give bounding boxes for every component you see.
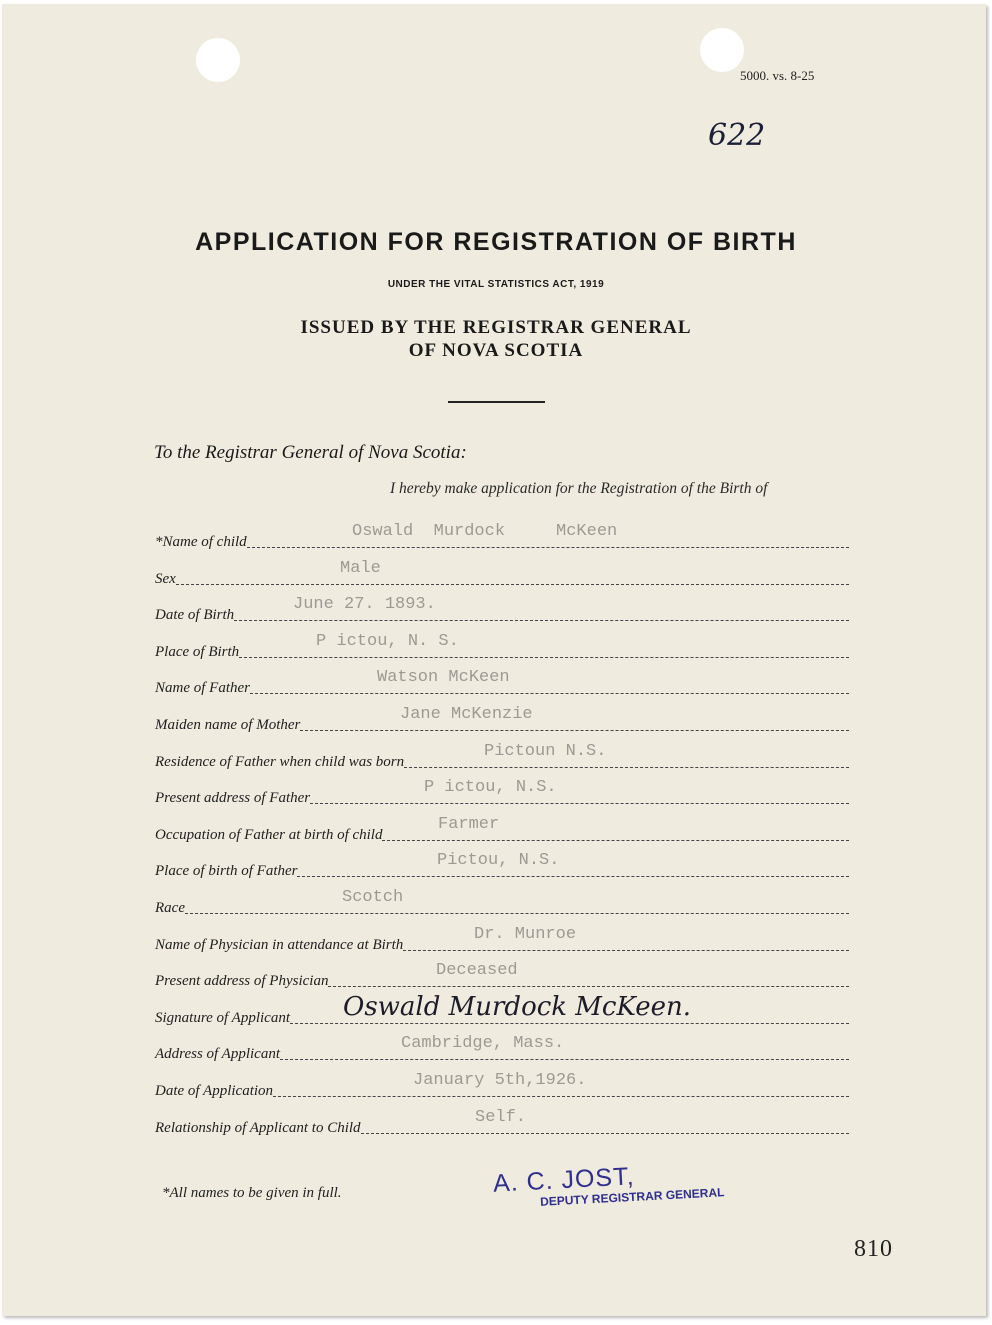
field-label: Present address of Physician [155, 973, 329, 990]
field-value: Watson McKeen [377, 668, 510, 688]
field-label: Date of Application [155, 1083, 274, 1099]
form-field-row [155, 558, 849, 587]
field-label: Relationship of Applicant to Child [155, 1119, 361, 1136]
dotted-line [176, 583, 849, 585]
dotted-line [185, 912, 849, 914]
form-field-row [155, 668, 849, 697]
issued-by [0, 316, 992, 362]
form-field-row [155, 1107, 849, 1136]
dotted-line [273, 1095, 849, 1097]
form-field-row [155, 924, 849, 953]
stamp-title: DEPUTY REGISTRAR GENERAL [539, 1185, 725, 1209]
dotted-line [290, 1022, 849, 1024]
page-number: 810 [854, 1236, 893, 1262]
field-value: Male [340, 558, 381, 578]
dotted-line [310, 802, 849, 804]
issued-line-2: OF NOVA SCOTIA [408, 340, 584, 361]
field-value: Cambridge, Mass. [401, 1034, 565, 1054]
punch-hole [196, 38, 240, 82]
intro-text: I hereby make application for the Registration of the Birth of [390, 480, 768, 497]
field-value: Oswald Murdock McKeen [352, 522, 618, 541]
salutation: To the Registrar General of Nova Scotia: [154, 442, 467, 463]
dotted-line [403, 949, 849, 951]
form-field-row [155, 888, 849, 916]
field-label: Occupation of Father at birth of child [155, 826, 383, 843]
stamp-name: A. C. JOST, [492, 1162, 636, 1198]
dotted-line [297, 875, 849, 877]
field-value: Deceased [436, 961, 518, 981]
dotted-line [300, 729, 849, 731]
subtitle: UNDER THE VITAL STATISTICS ACT, 1919 [387, 279, 605, 290]
divider [448, 401, 545, 403]
field-label: Residence of Father when child was born [155, 753, 405, 770]
punch-hole [700, 28, 744, 72]
page-title: APPLICATION FOR REGISTRATION OF BIRTH [195, 228, 797, 256]
dotted-line [361, 1132, 849, 1134]
field-value: June 27. 1893. [293, 595, 436, 615]
field-label: Date of Birth [155, 607, 235, 624]
field-value: January 5th,1926. [413, 1071, 587, 1090]
field-value: Jane McKenzie [400, 705, 533, 724]
form-number: 5000. vs. 8-25 [740, 68, 815, 83]
field-value: Pictou, N.S. [437, 851, 560, 871]
form-field-row [155, 522, 849, 550]
field-label: *Name of child [155, 534, 247, 550]
form-field-row [155, 1071, 849, 1099]
form-field-row [155, 961, 849, 990]
field-label: Place of birth of Father [155, 863, 298, 880]
form-field-row [155, 631, 849, 660]
field-value: Pictoun N.S. [484, 741, 607, 761]
field-value: Self. [475, 1107, 527, 1127]
form-field-row [155, 778, 849, 807]
footnote: *All names to be given in full. [162, 1185, 342, 1201]
form-field-row [155, 595, 849, 624]
form-field-row [155, 814, 849, 843]
form-field-row [155, 1034, 849, 1063]
dotted-line [234, 619, 849, 621]
form-field-row [155, 851, 849, 880]
field-label: Maiden name of Mother [155, 717, 301, 733]
field-value: P ictou, N. S. [316, 631, 459, 651]
field-value: Scotch [342, 888, 404, 907]
field-label: Signature of Applicant [155, 1009, 290, 1026]
form-field-row [155, 705, 849, 733]
field-value: Dr. Munroe [474, 924, 577, 944]
dotted-line [280, 1058, 849, 1060]
dotted-line [239, 656, 849, 658]
field-label: Race [155, 900, 185, 916]
dotted-line [404, 766, 849, 768]
field-label: Name of Physician in attendance at Birth [155, 936, 404, 953]
issued-line-1: ISSUED BY THE REGISTRAR GENERAL [300, 317, 692, 338]
field-label: Place of Birth [155, 643, 240, 660]
form-field-row [155, 991, 849, 1026]
field-label: Present address of Father [155, 790, 311, 807]
field-label: Name of Father [155, 680, 250, 697]
dotted-line [247, 546, 849, 548]
signature: Oswald Murdock McKeen. [343, 991, 692, 1022]
dotted-line [382, 839, 849, 841]
handwritten-number: 622 [708, 118, 766, 153]
field-label: Sex [155, 570, 176, 587]
form-field-row [155, 741, 849, 770]
field-value: Farmer [438, 814, 500, 834]
field-label: Address of Applicant [155, 1046, 280, 1063]
field-value: P ictou, N.S. [424, 778, 557, 798]
dotted-line [250, 692, 849, 694]
dotted-line [328, 985, 849, 987]
